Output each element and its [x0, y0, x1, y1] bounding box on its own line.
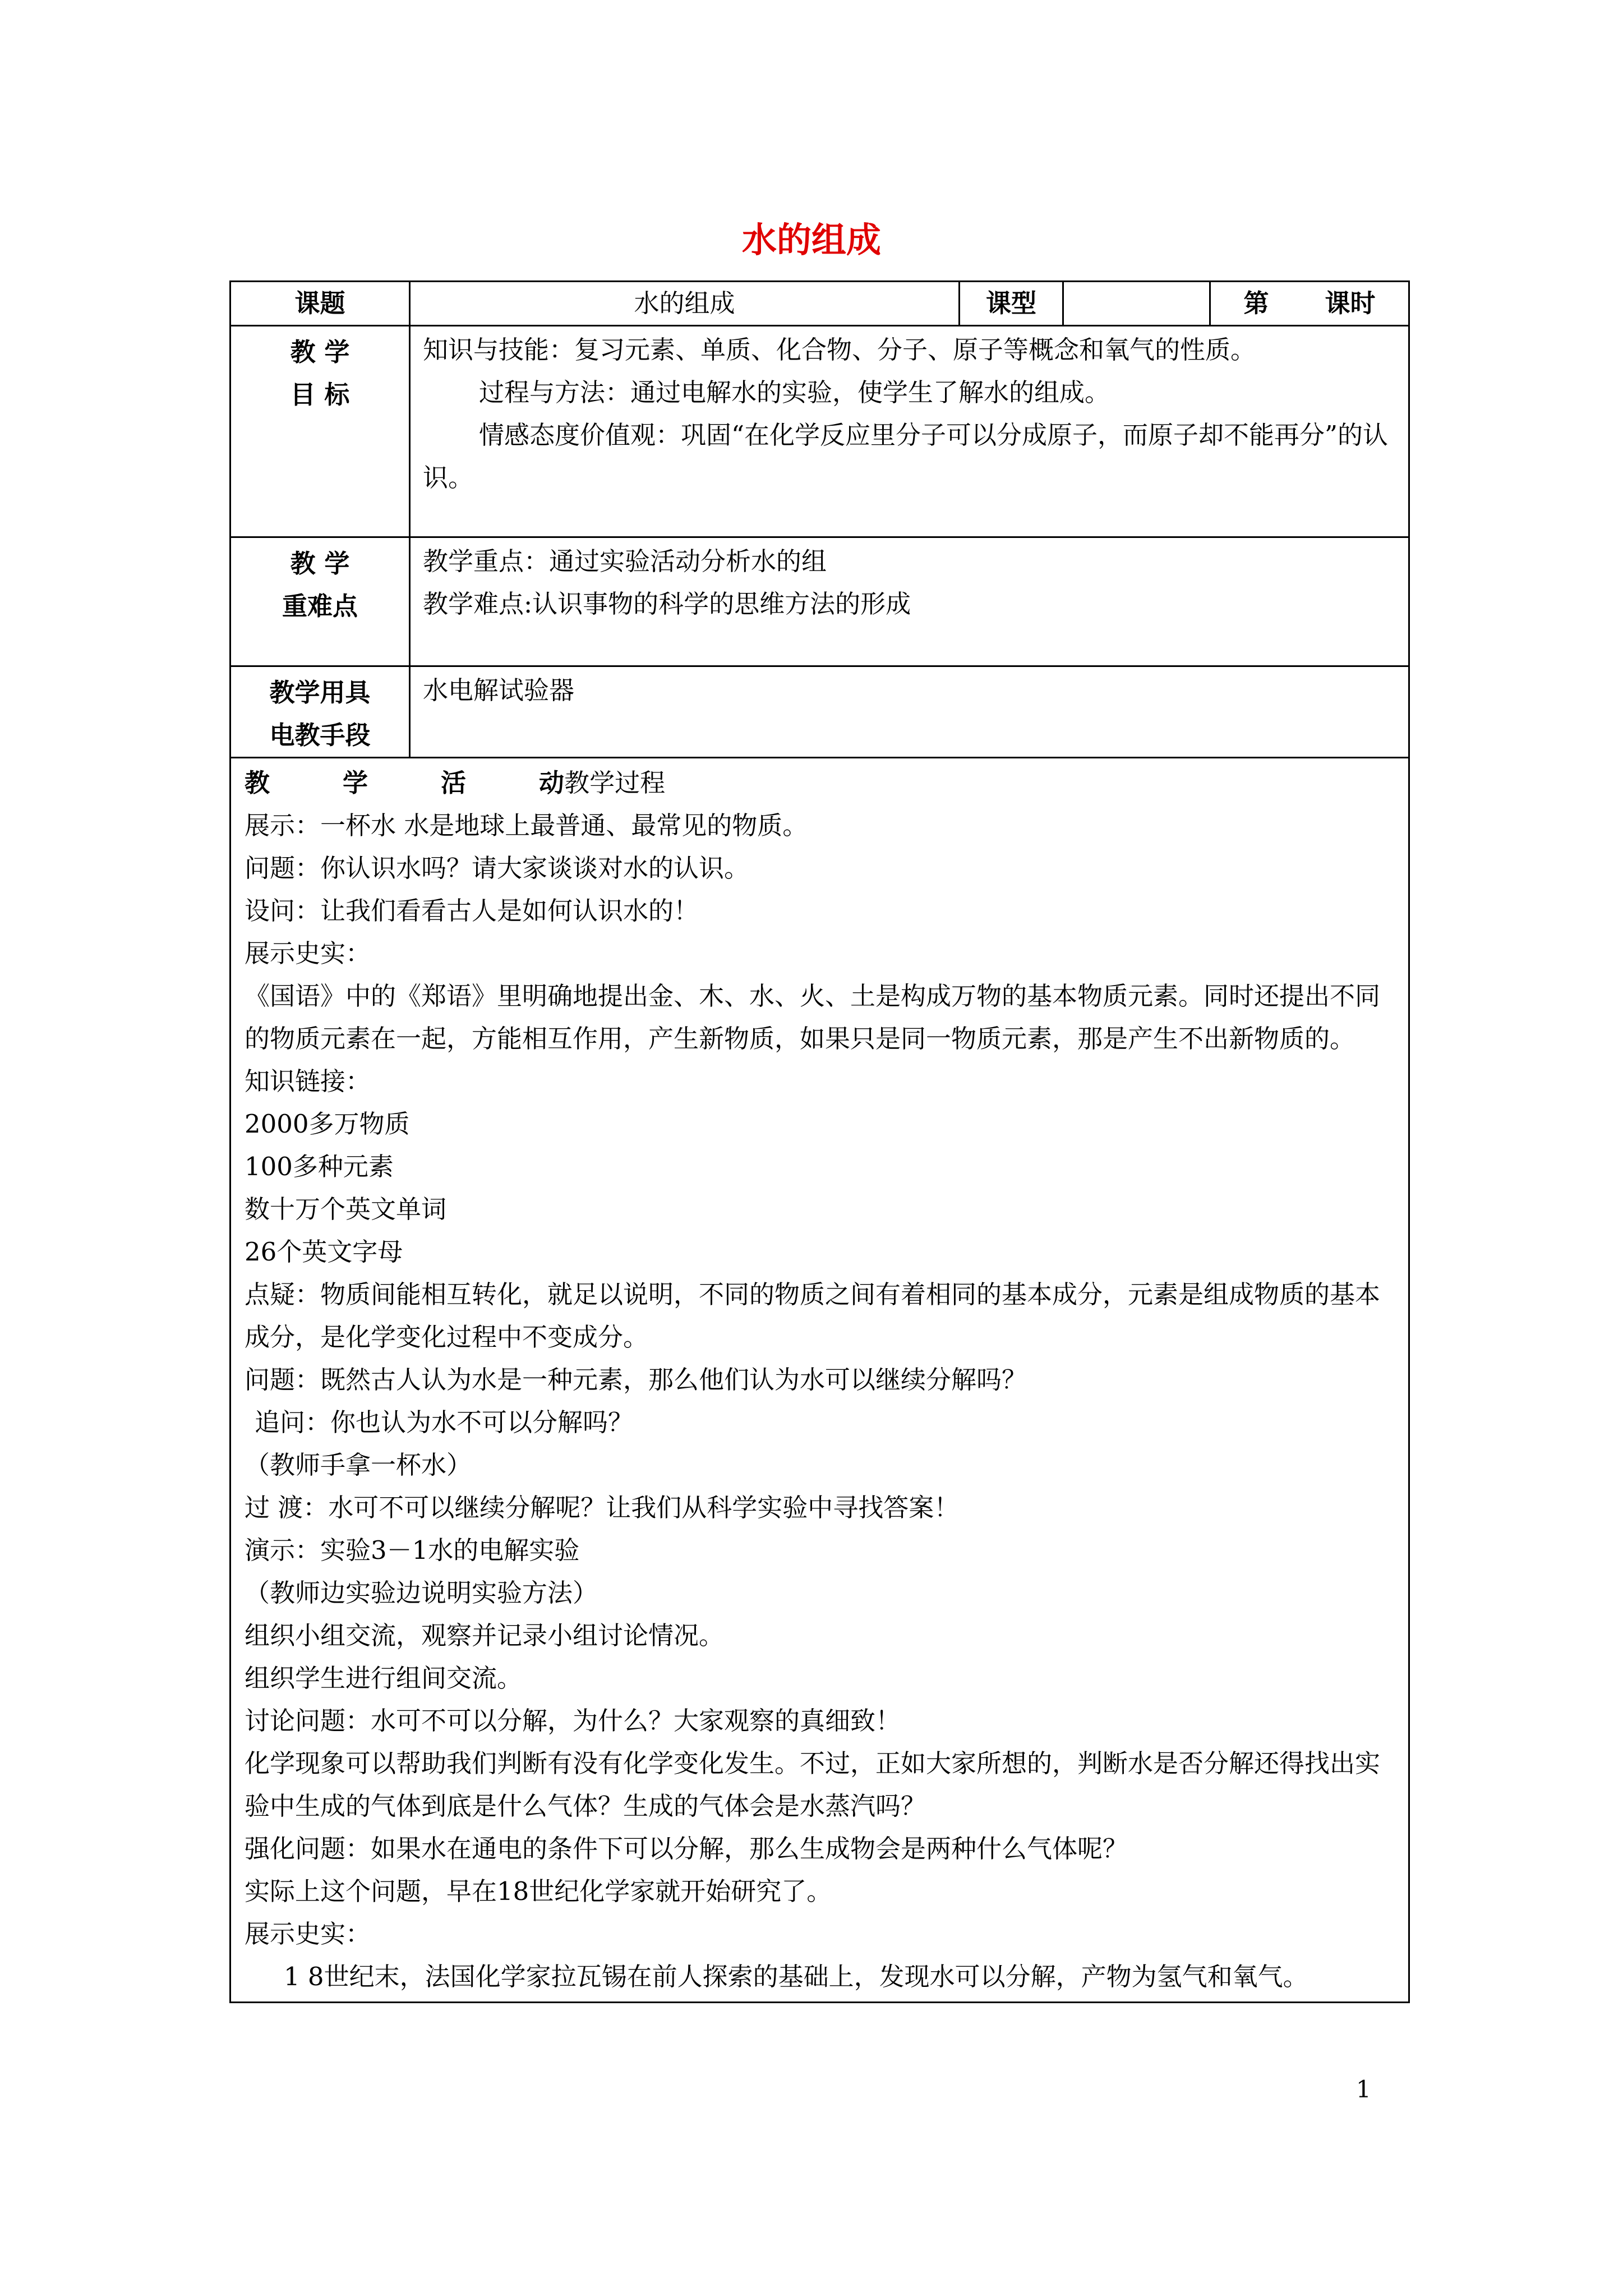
process-line: 点疑：物质间能相互转化，就足以说明，不同的物质之间有着相同的基本成分，元素是组成物质的基本成分，是化学变化过程中不变成分。 [245, 1280, 1381, 1352]
key-point-difficulty: 教学难点:认识事物的科学的思维方法的形成 [423, 589, 911, 619]
process-head-char-4: 动 [539, 768, 565, 798]
topic-value: 水的组成 [410, 282, 960, 326]
process-line: 100多种元素 [245, 1152, 394, 1181]
process-line: 展示史实： [245, 1919, 371, 1949]
process-line: 演示：实验3－1水的电解实验 [245, 1535, 580, 1565]
goals-content [410, 326, 1409, 537]
process-line: 展示：一杯水 水是地球上最普通、最常见的物质。 [245, 811, 808, 840]
goal-knowledge: 知识与技能：复习元素、单质、化合物、分子、原子等概念和氧气的性质。 [423, 335, 1256, 365]
process-line: 问题：既然古人认为水是一种元素，那么他们认为水可以继续分解吗？ [245, 1365, 1027, 1395]
period-suffix: 课时 [1325, 288, 1376, 318]
goal-attitude: 情感态度价值观：巩固“在化学反应里分子可以分成原子，而原子却不能再分”的认识。 [423, 420, 1389, 493]
lesson-type-value [1063, 282, 1210, 326]
process-line: 组织小组交流，观察并记录小组讨论情况。 [245, 1621, 725, 1650]
key-point-focus: 教学重点：通过实验活动分析水的组 [423, 546, 827, 576]
process-line: 实际上这个问题，早在18世纪化学家就开始研究了。 [245, 1876, 832, 1906]
tools-label-line2: 电教手段 [269, 720, 371, 750]
document-title: 水的组成 [741, 219, 881, 260]
period-cell [1210, 282, 1409, 326]
process-line: 展示史实： [245, 938, 371, 968]
process-content [230, 758, 1409, 2003]
process-line: 问题：你认识水吗？请大家谈谈对水的认识。 [245, 853, 750, 883]
process-line: 知识链接： [245, 1066, 371, 1096]
process-line: （教师边实验边说明实验方法） [245, 1578, 598, 1608]
process-line: 设问：让我们看看古人是如何认识水的！ [245, 896, 699, 926]
process-line: 组织学生进行组间交流。 [245, 1663, 523, 1693]
process-line: 2000多万物质 [245, 1109, 410, 1139]
process-head-rest: 教学过程 [564, 768, 666, 798]
goal-process: 过程与方法：通过电解水的实验，使学生了解水的组成。 [479, 378, 1110, 407]
process-line: 讨论问题：水可不可以分解，为什么？大家观察的真细致！ [245, 1706, 901, 1736]
process-line: 26个英文字母 [245, 1237, 403, 1267]
key-points-row [230, 537, 1409, 666]
goals-row [230, 326, 1409, 537]
process-head-char-3: 活 [441, 768, 467, 798]
process-heading [245, 762, 1395, 804]
process-line: 强化问题：如果水在通电的条件下可以分解，那么生成物会是两种什么气体呢？ [245, 1834, 1128, 1864]
key-points-label-line1: 教 学 [290, 549, 350, 578]
process-head-char-1: 教 [245, 768, 270, 798]
lesson-plan-table [229, 280, 1410, 2003]
process-line: 追问：你也认为水不可以分解吗？ [255, 1407, 634, 1437]
process-line: 化学现象可以帮助我们判断有没有化学变化发生。不过，正如大家所想的，判断水是否分解还得找出实验中生成的气体到底是什么气体？生成的气体会是水蒸汽吗？ [245, 1749, 1381, 1821]
process-line: 过 渡：水可不可以继续分解呢？让我们从科学实验中寻找答案！ [245, 1493, 960, 1522]
process-line: 数十万个英文单词 [245, 1194, 447, 1224]
topic-label: 课题 [230, 282, 410, 326]
process-head-char-2: 学 [343, 768, 368, 798]
goals-label [230, 326, 410, 537]
process-line: （教师手拿一杯水） [245, 1450, 472, 1480]
key-points-label [230, 537, 410, 666]
period-prefix: 第 [1243, 288, 1269, 318]
page-number: 1 [1356, 2076, 1371, 2103]
tools-row [230, 666, 1409, 758]
process-row [230, 758, 1409, 2003]
goals-label-line2: 目 标 [290, 380, 350, 409]
process-line: 《国语》中的《郑语》里明确地提出金、木、水、火、土是构成万物的基本物质元素。同时还提出不同的物质元素在一起，方能相互作用，产生新物质，如果只是同一物质元素，那是产生不出新物质的。 [245, 981, 1381, 1053]
goals-label-line1: 教 学 [290, 337, 350, 367]
key-points-content [410, 537, 1409, 666]
key-points-label-line2: 重难点 [282, 591, 358, 621]
tools-label [230, 666, 410, 758]
lesson-type-label: 课型 [960, 282, 1063, 326]
process-line: 1 8世纪末，法国化学家拉瓦锡在前人探索的基础上，发现水可以分解，产物为氢气和氧气。 [284, 1962, 1308, 1991]
tools-content: 水电解试验器 [410, 666, 1409, 758]
header-row [230, 282, 1409, 326]
tools-label-line1: 教学用具 [269, 678, 371, 707]
